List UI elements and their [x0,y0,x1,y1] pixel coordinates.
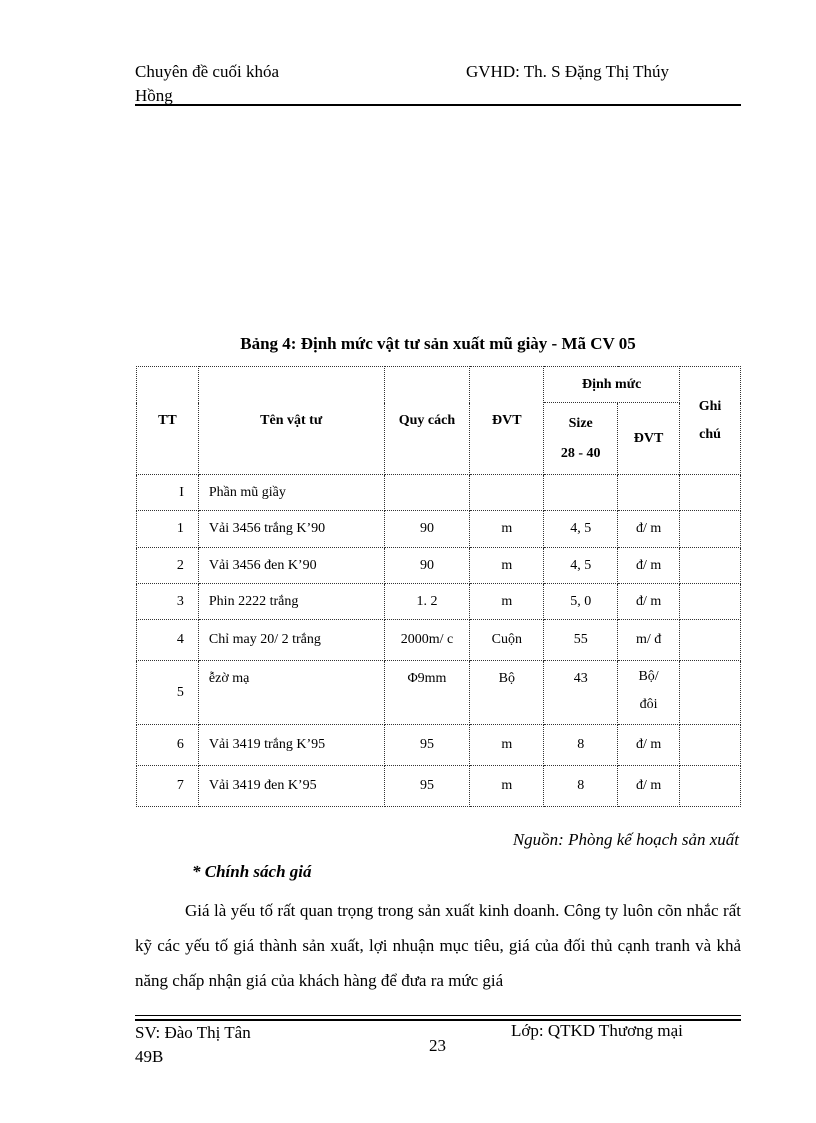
header-unit: ĐVT [470,367,544,475]
header-course-title-cont: Hồng [135,86,173,105]
cell-name: Chỉ may 20/ 2 trắng [198,620,384,661]
cell-norm-unit: đ/ m [618,511,680,548]
cell-tt: 5 [137,661,199,725]
cell-norm-unit: đ/ m [618,584,680,620]
table-row [137,661,741,725]
cell-note [680,661,741,725]
cell-size: 8 [544,725,618,766]
header-note-line1: Ghi [698,398,722,414]
cell-norm-unit: m/ đ [618,620,680,661]
material-norm-table [136,366,741,807]
cell-name: ễzờ mạ [198,661,384,725]
header-note [680,367,741,475]
cell-name: Phần mũ giầy [198,475,384,511]
footer-class: Lớp: QTKD Thương mại [511,1021,683,1040]
table-row [137,475,741,511]
table-row [137,548,741,584]
cell-name: Vải 3419 trắng K’95 [198,725,384,766]
cell-tt: 3 [137,584,199,620]
cell-name: Vải 3419 đen K’95 [198,766,384,807]
cell-note [680,725,741,766]
cell-spec: 95 [384,725,470,766]
cell-name: Vải 3456 đen K’90 [198,548,384,584]
cell-size: 43 [544,661,618,725]
footer-student: SV: Đào Thị Tân [135,1023,251,1042]
cell-unit: m [470,511,544,548]
table-row [137,620,741,661]
cell-unit [470,475,544,511]
footer-student-cont: 49B [135,1047,164,1066]
header-rule [135,104,741,106]
cell-tt: I [137,475,199,511]
header-size-line2: 28 - 40 [560,445,601,461]
cell-unit: m [470,548,544,584]
cell-size: 55 [544,620,618,661]
cell-size: 4, 5 [544,511,618,548]
cell-note [680,475,741,511]
cell-name: Vải 3456 trắng K’90 [198,511,384,548]
section-title: * Chính sách giá [192,862,312,881]
header-left [135,60,279,108]
cell-tt: 7 [137,766,199,807]
cell-note [680,511,741,548]
header-note-line2: chú [699,426,721,442]
table-row [137,584,741,620]
table-row [137,725,741,766]
cell-spec: 90 [384,548,470,584]
cell-size [544,475,618,511]
footer-rule-thin [135,1015,741,1016]
cell-size: 8 [544,766,618,807]
cell-unit: Cuộn [470,620,544,661]
cell-spec: 2000m/ c [384,620,470,661]
table-caption: Bảng 4: Định mức vật tư sản xuất mũ giày - Mã CV 05 [240,334,636,353]
header-size-line1: Size [568,415,593,431]
page-number: 23 [429,1036,446,1055]
header-size [544,403,618,475]
table-row [137,511,741,548]
cell-note [680,584,741,620]
header-norm-unit: ĐVT [618,403,680,475]
table-row [137,766,741,807]
cell-tt: 4 [137,620,199,661]
cell-norm-unit [618,475,680,511]
cell-spec: 1. 2 [384,584,470,620]
cell-unit: m [470,725,544,766]
cell-name: Phin 2222 trắng [198,584,384,620]
cell-spec: 95 [384,766,470,807]
cell-norm-unit [618,661,680,725]
cell-tt: 1 [137,511,199,548]
cell-norm-unit: đ/ m [618,548,680,584]
cell-tt: 6 [137,725,199,766]
cell-norm-unit: đ/ m [618,725,680,766]
footer-left [135,1021,251,1069]
cell-spec: 90 [384,511,470,548]
header-tt: TT [137,367,199,475]
cell-norm-unit: đ/ m [618,766,680,807]
cell-unit: m [470,766,544,807]
cell-norm-unit-line1: Bộ/ [638,669,659,684]
cell-spec [384,475,470,511]
header-norm: Định mức [544,367,680,403]
cell-unit: m [470,584,544,620]
cell-size: 5, 0 [544,584,618,620]
cell-note [680,620,741,661]
cell-note [680,548,741,584]
cell-spec: Φ9mm [384,661,470,725]
body-paragraph: Giá là yếu tố rất quan trọng trong sản xuất kinh doanh. Công ty luôn cõn nhắc rất kỹ các yếu tố giá thành sản xuất, lợi nhuận mục tiêu, giá của đối thủ cạnh tranh và khả năng chấp nhận giá của khách hàng để đưa ra mức giá [135,901,741,990]
cell-norm-unit-line2: đôi [639,697,658,712]
cell-size: 4, 5 [544,548,618,584]
cell-tt: 2 [137,548,199,584]
table-source: Nguồn: Phòng kế hoạch sản xuất [512,830,739,849]
header-supervisor: GVHD: Th. S Đặng Thị Thúy [466,62,670,81]
header-name: Tên vật tư [198,367,384,475]
header-spec: Quy cách [384,367,470,475]
header-course-title: Chuyên đề cuối khóa [135,62,279,81]
cell-unit: Bộ [470,661,544,725]
cell-note [680,766,741,807]
